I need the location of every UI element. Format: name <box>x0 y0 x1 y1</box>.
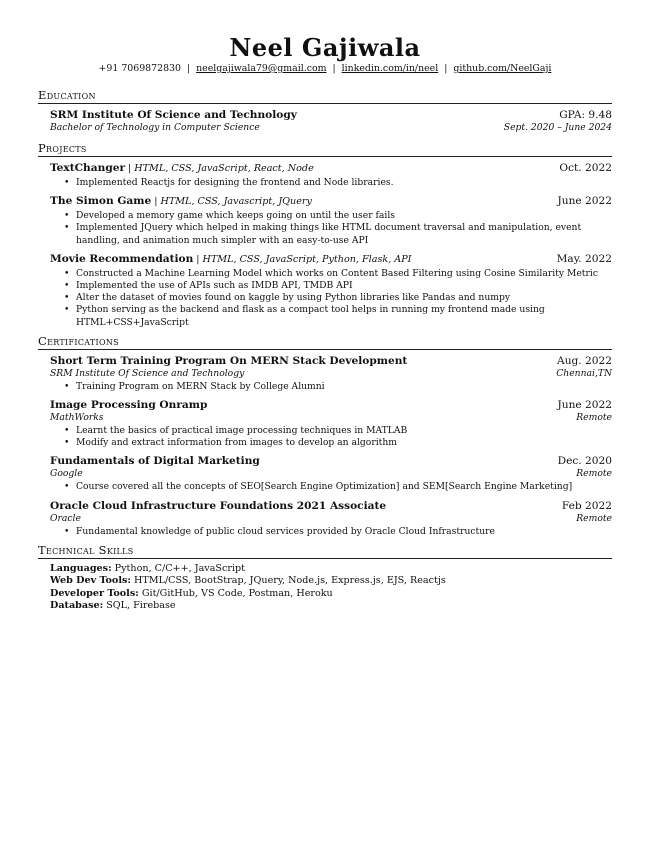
skill-label: Developer Tools <box>50 587 136 599</box>
skill-value: SQL, Firebase <box>106 600 176 612</box>
certification-bullets <box>50 425 612 449</box>
bullet-item: • Implemented the use of APIs such as IMDB API, TMDB API <box>64 280 612 292</box>
projects-section <box>38 142 612 329</box>
project-date: June 2022 <box>557 195 612 208</box>
bullet-item: • Modify and extract information from images to develop an algorithm <box>64 437 612 449</box>
certification-date: Dec. 2020 <box>557 455 612 468</box>
project-date: Oct. 2022 <box>559 162 612 174</box>
skill-value: Git/GitHub, VS Code, Postman, Heroku <box>141 587 333 599</box>
bullet-item: • Course covered all the concepts of SEO[Search Engine Optimization] and SEM[Search Engine Marketing] <box>64 481 612 493</box>
project-name: Movie Recommendation <box>50 252 194 265</box>
certification-location: Remote <box>576 468 612 480</box>
certification-location: Remote <box>576 412 612 424</box>
certification-date: Aug. 2022 <box>557 354 612 367</box>
skills-list <box>50 563 612 613</box>
skill-line: Developer Tools: Git/GitHub, VS Code, Postman, Heroku <box>50 587 333 599</box>
phone-number: +91 7069872830 <box>98 63 181 74</box>
certification-name: Oracle Cloud Infrastructure Foundations 2021 Associate <box>50 499 387 512</box>
bullet-item: • Developed a memory game which keeps going on until the user fails <box>64 210 612 222</box>
certification-org: SRM Institute Of Science and Technology <box>50 367 245 379</box>
project-tech: HTML, CSS, JavaScript, React, Node <box>134 163 314 174</box>
school-name: SRM Institute Of Science and Technology <box>50 109 297 121</box>
bullet-item: • Python serving as the backend and flask as a compact tool helps in running my frontend made using HTML+CSS+JavaScript <box>64 304 612 328</box>
certification-bullets <box>50 381 612 393</box>
bullet-item: • Alter the dataset of movies found on kaggle by using Python libraries like Pandas and numpy <box>64 292 612 304</box>
bullet-item: • Constructed a Machine Learning Model which works on Content Based Filtering using Cosine Similarity Metric <box>64 268 612 280</box>
education-heading: Education <box>38 89 612 104</box>
certifications-heading: Certifications <box>38 335 612 350</box>
education-dates: Sept. 2020 – June 2024 <box>503 122 612 133</box>
certification-date: June 2022 <box>557 399 612 412</box>
skill-line: Database: SQL, Firebase <box>50 600 176 612</box>
skill-value: Python, C/C++, JavaScript <box>114 562 246 574</box>
education-section <box>38 89 612 134</box>
contact-separator: | <box>444 63 448 74</box>
certification-org: Oracle <box>50 512 81 524</box>
resume-page <box>38 34 612 612</box>
contact-line <box>38 63 612 75</box>
project-name: The Simon Game <box>50 195 152 208</box>
certification-date: Feb 2022 <box>561 499 612 512</box>
email-link[interactable]: neelgajiwala79@gmail.com <box>196 63 327 74</box>
bullet-item: • Fundamental knowledge of public cloud services provided by Oracle Cloud Infrastructure <box>64 526 612 538</box>
project-tech: HTML, CSS, JavaScript, Python, Flask, API <box>202 253 412 265</box>
certification-name: Image Processing Onramp <box>50 399 208 412</box>
certification-org: Google <box>50 468 83 480</box>
degree: Bachelor of Technology in Computer Science <box>50 122 260 133</box>
skills-section <box>38 544 612 613</box>
certification-name: Fundamentals of Digital Marketing <box>50 455 260 468</box>
linkedin-link[interactable]: linkedin.com/in/neel <box>341 63 439 74</box>
github-link[interactable]: github.com/NeelGaji <box>453 63 552 74</box>
bullet-item: • Training Program on MERN Stack by College Alumni <box>64 381 612 393</box>
bullet-item: • Implemented Reactjs for designing the frontend and Node libraries. <box>64 177 612 189</box>
skills-heading: Technical Skills <box>38 544 612 559</box>
gpa: GPA: 9.48 <box>559 109 612 121</box>
contact-separator: | <box>186 63 191 74</box>
project-entry: Movie Recommendation | HTML, CSS, JavaScript, Python, Flask, API May. 2022 • Constructed a Machine Learning Model which works on Content Based Filtering using Cosine Similarity Metric • Implemented the use of APIs such as IMDB API, TMDB API • Alter the dataset of movies found on kaggle by using Python libraries like Pandas and numpy • Python serving as the backend and flask as a compact tool helps in running my frontend made using HTML+CSS+JavaScript <box>50 252 612 329</box>
skill-label: Languages <box>50 562 109 574</box>
certification-entry <box>50 354 612 393</box>
skill-value: HTML/CSS, BootStrap, JQuery, Node.js, Express.js, EJS, Reactjs <box>133 575 446 587</box>
skill-line: Web Dev Tools: HTML/CSS, BootStrap, JQuery, Node.js, Express.js, EJS, Reactjs <box>50 575 446 587</box>
project-bullets <box>50 210 612 247</box>
certification-org: MathWorks <box>50 412 104 424</box>
certification-location: Remote <box>576 512 612 524</box>
project-entry: The Simon Game | HTML, CSS, Javascript, JQuery June 2022 • Developed a memory game which keeps going on until the user fails • Implemented JQuery which helped in making things like HTML document traversal and manipulation, event handling, and animation much simpler with an easy-to-use API <box>50 194 612 247</box>
project-name: TextChanger <box>50 162 126 174</box>
certification-entry <box>50 499 612 538</box>
certification-name: Short Term Training Program On MERN Stack Development <box>50 354 408 367</box>
certification-entry <box>50 398 612 449</box>
project-tech: HTML, CSS, Javascript, JQuery <box>160 196 312 208</box>
education-entry <box>50 108 612 134</box>
skill-line: Languages: Python, C/C++, JavaScript <box>50 562 246 574</box>
skill-label: Web Dev Tools <box>50 575 128 587</box>
projects-heading: Projects <box>38 142 612 157</box>
bullet-item: • Implemented JQuery which helped in making things like HTML document traversal and manipulation, event handling, and animation much simpler with an easy-to-use API <box>64 222 612 246</box>
contact-separator: | <box>332 63 336 74</box>
skill-label: Database <box>50 600 100 612</box>
resume-name: Neel Gajiwala <box>229 33 421 62</box>
bullet-item: • Learnt the basics of practical image processing techniques in MATLAB <box>64 425 612 437</box>
project-bullets <box>50 268 612 329</box>
project-bullets <box>50 177 612 189</box>
certification-bullets <box>50 526 612 538</box>
certification-entry <box>50 454 612 493</box>
project-entry: TextChanger | HTML, CSS, JavaScript, React, Node Oct. 2022 • Implemented Reactjs for designing the frontend and Node libraries. <box>50 161 612 189</box>
certification-location: Chennai,TN <box>556 367 612 379</box>
certifications-section <box>38 335 612 538</box>
project-date: May. 2022 <box>556 252 612 265</box>
certification-bullets <box>50 481 612 493</box>
